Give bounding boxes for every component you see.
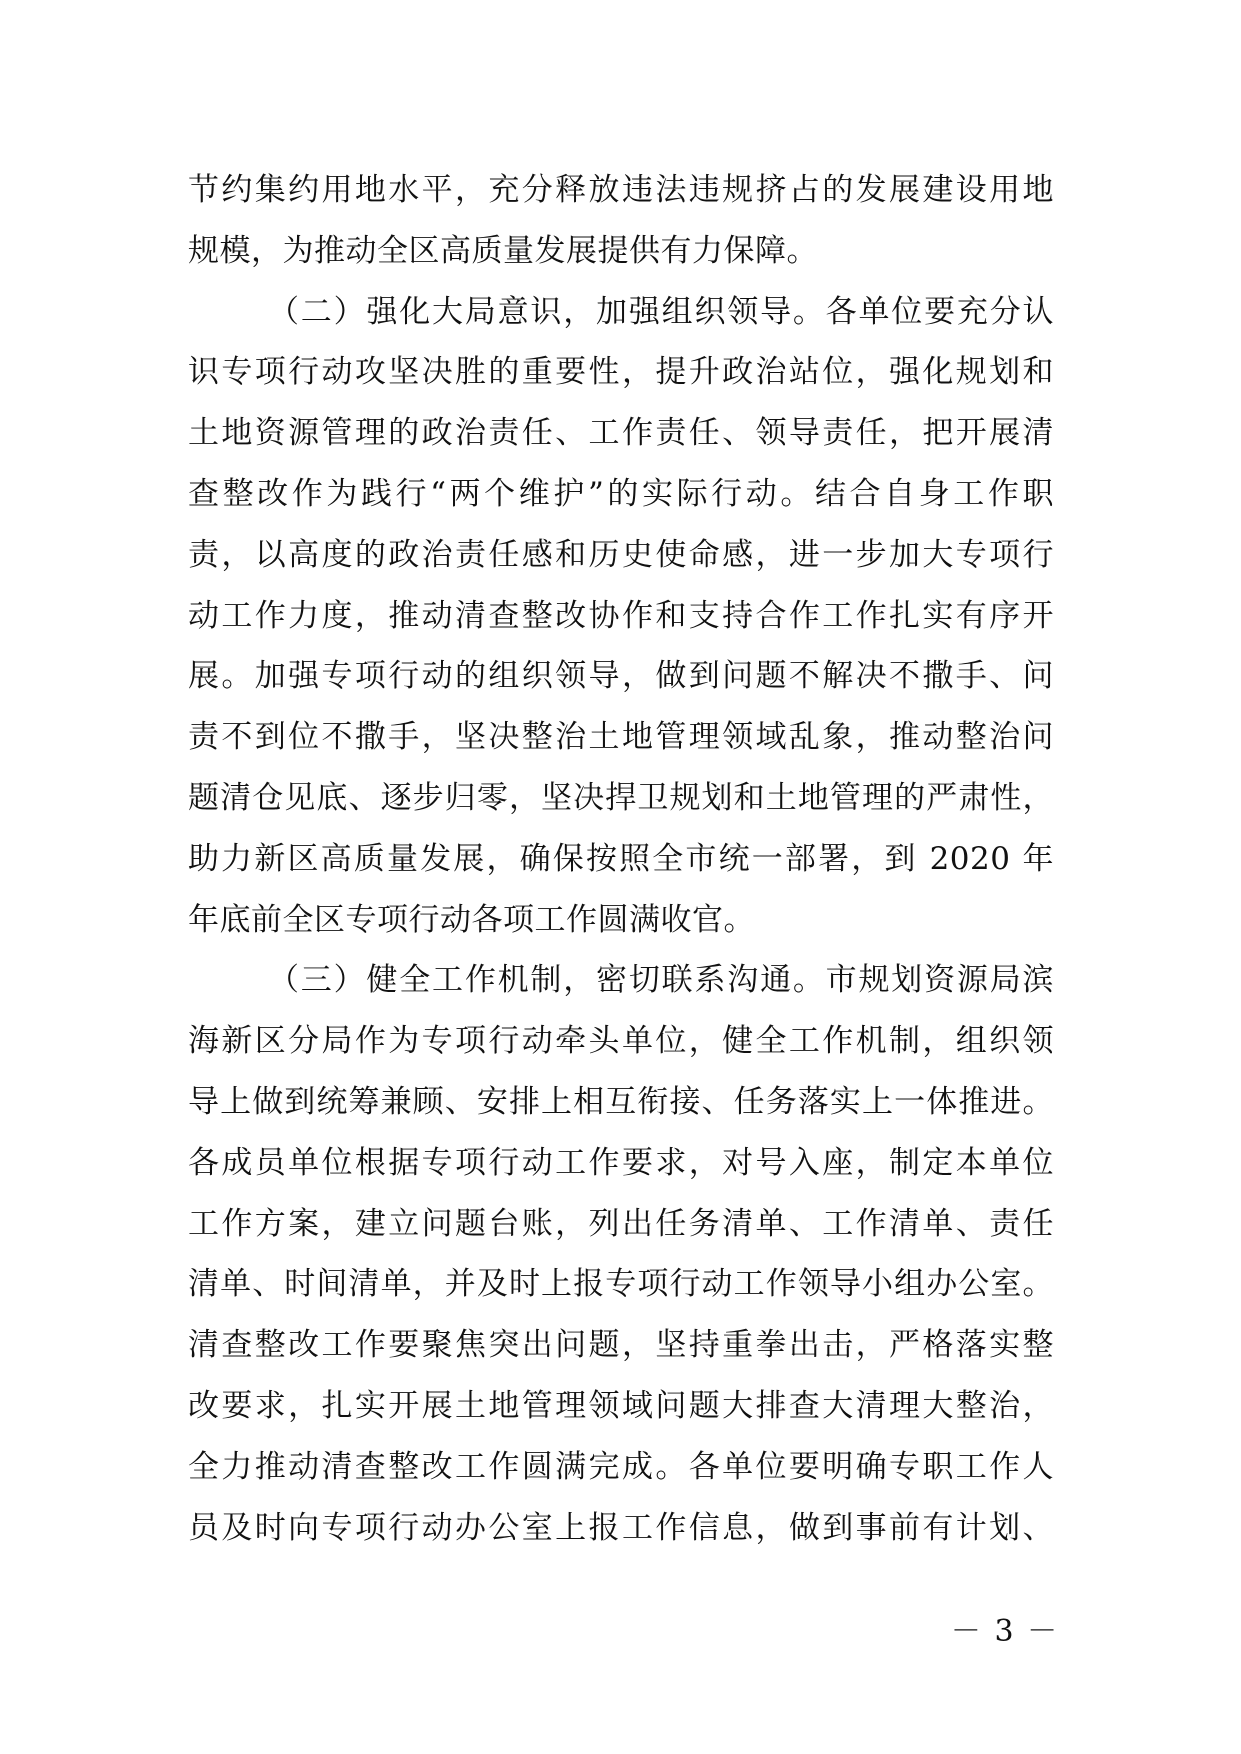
- section-heading-line: （二）强化大局意识，加强组织领导。各单位要充分认: [268, 293, 1054, 330]
- paragraph: [188, 160, 1054, 282]
- text-line: 责不到位不撒手，坚决整治土地管理领域乱象，推动整治问: [188, 719, 1054, 756]
- text-line: 各成员单位根据专项行动工作要求，对号入座，制定本单位: [188, 1144, 1054, 1181]
- paragraph: [188, 950, 1054, 1558]
- text-line: 年底前全区专项行动各项工作圆满收官。: [188, 901, 755, 938]
- text-line: 查整改作为践行“两个维护”的实际行动。结合自身工作职: [188, 475, 1054, 512]
- section-heading-line: （三）健全工作机制，密切联系沟通。市规划资源局滨: [268, 962, 1054, 999]
- text-line: 改要求，扎实开展土地管理领域问题大排查大清理大整治，: [188, 1387, 1054, 1424]
- page-number: － 3 －: [950, 1614, 1060, 1649]
- text-line: 导上做到统筹兼顾、安排上相互衔接、任务落实上一体推进。: [188, 1083, 1054, 1120]
- paragraph: [188, 282, 1054, 951]
- text-line: 动工作力度，推动清查整改协作和支持合作工作扎实有序开: [188, 597, 1054, 634]
- text-line: 全力推动清查整改工作圆满完成。各单位要明确专职工作人: [188, 1448, 1054, 1485]
- text-line: 海新区分局作为专项行动牵头单位，健全工作机制，组织领: [188, 1023, 1054, 1060]
- text-line: 清查整改工作要聚焦突出问题，坚持重拳出击，严格落实整: [188, 1327, 1054, 1364]
- text-line: 责，以高度的政治责任感和历史使命感，进一步加大专项行: [188, 536, 1054, 573]
- document-body: [188, 160, 1054, 1558]
- text-line: 展。加强专项行动的组织领导，做到问题不解决不撒手、问: [188, 658, 1054, 695]
- text-line: 节约集约用地水平，充分释放违法违规挤占的发展建设用地: [188, 172, 1054, 208]
- text-line: 清单、时间清单，并及时上报专项行动工作领导小组办公室。: [188, 1266, 1054, 1303]
- text-line: 题清仓见底、逐步归零，坚决捍卫规划和土地管理的严肃性，: [188, 779, 1054, 816]
- text-line: 工作方案，建立问题台账，列出任务清单、工作清单、责任: [188, 1205, 1054, 1242]
- text-line: 土地资源管理的政治责任、工作责任、领导责任，把开展清: [188, 415, 1054, 452]
- text-line: 助力新区高质量发展，确保按照全市统一部署，到 2020 年: [188, 840, 1054, 877]
- text-line: 规模，为推动全区高质量发展提供有力保障。: [188, 232, 818, 269]
- text-line: 员及时向专项行动办公室上报工作信息，做到事前有计划、: [188, 1509, 1054, 1546]
- text-line: 识专项行动攻坚决胜的重要性，提升政治站位，强化规划和: [188, 354, 1054, 391]
